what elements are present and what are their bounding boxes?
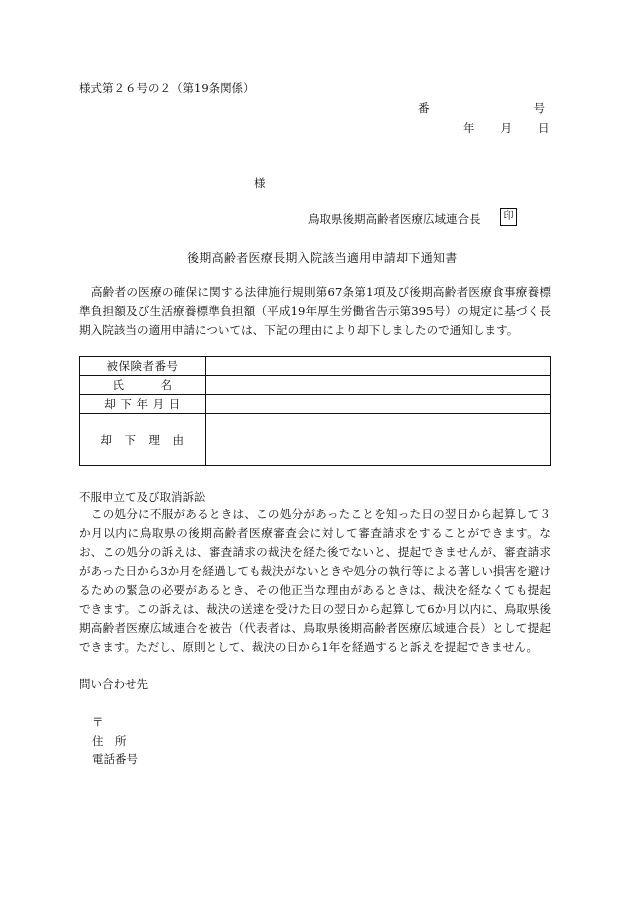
- date-month: 月: [500, 121, 512, 135]
- form-number: 様式第２６号の２（第19条関係）: [79, 81, 255, 95]
- addressee-honorific: 様: [254, 176, 266, 190]
- table-row: [80, 414, 551, 466]
- rejection-date-label: 却 下 年 月 日: [80, 395, 206, 414]
- table-row: [80, 357, 551, 376]
- objection-heading: 不服申立て及び取消訴訟: [79, 490, 206, 504]
- objection-body-text: この処分に不服があるときは、この処分があったことを知った日の翌日から起算して３か月以内に鳥取県の後期高齢者医療審査会に対して審査請求をすることができます。なお、この処分の訴えは、審査請求の裁決を経た後でないと、提起できませんが、審査請求があった日から3か月を経過しても裁決がないときや処分の執行等による著しい損害を避けるための緊急の必要があるとき、その他正当な理由があるときは、裁決を経なくても提起できます。この訴えは、裁決の送達を受けた日の翌日から起算して6か月以内に、鳥取県後期高齢者医療広域連合を被告（代表者は、鳥取県後期高齢者医療広域連合長）として提起できます。ただし、原則として、裁決の日から1年を経過すると訴えを提起できません。: [79, 507, 551, 654]
- postal-mark: 〒: [92, 715, 104, 729]
- issuer-name: 鳥取県後期高齢者医療広域連合長: [308, 212, 481, 226]
- rejection-date-value: [206, 395, 551, 414]
- address-label: 住 所: [92, 734, 127, 748]
- insured-number-value: [206, 357, 551, 376]
- insured-number-label: 被保険者番号: [80, 357, 206, 376]
- contact-heading: 問い合わせ先: [79, 677, 148, 691]
- name-value: [206, 376, 551, 395]
- notice-body: [79, 283, 551, 340]
- number-suffix: 号: [533, 101, 545, 115]
- info-table: [79, 356, 551, 466]
- name-label: 氏 名: [80, 376, 206, 395]
- table-row: [80, 395, 551, 414]
- notice-body-text: 高齢者の医療の確保に関する法律施行規則第67条第1項及び後期高齢者医療食事療養標準負担額及び生活療養標準負担額（平成19年厚生労働省告示第395号）の規定に基づく長期入院該当の適用申請については、下記の理由により却下しましたので通知します。: [79, 285, 551, 337]
- rejection-reason-value: [206, 414, 551, 466]
- phone-label: 電話番号: [92, 752, 138, 766]
- seal-stamp: 印: [500, 208, 517, 226]
- document-title: 後期高齢者医療長期入院該当適用申請却下通知書: [187, 251, 458, 265]
- rejection-reason-label: 却 下 理 由: [80, 414, 206, 466]
- date-year: 年: [463, 121, 475, 135]
- table-row: [80, 376, 551, 395]
- number-prefix: 番: [418, 101, 430, 115]
- objection-body: [79, 505, 551, 657]
- date-line: [463, 120, 550, 136]
- date-day: 日: [538, 121, 550, 135]
